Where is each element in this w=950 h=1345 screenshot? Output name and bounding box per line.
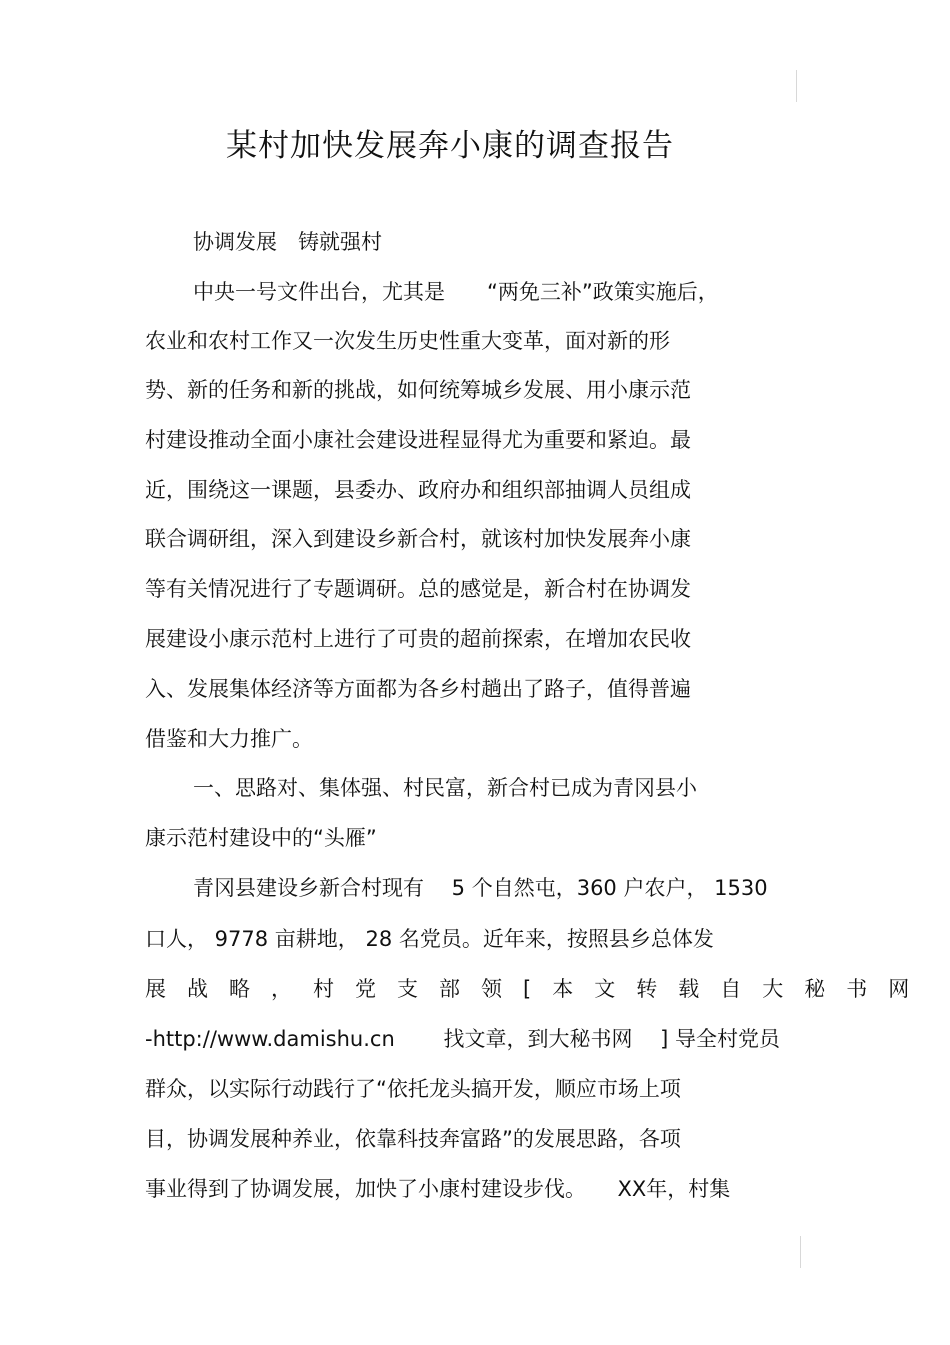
paragraph-line: 村建设推动全面小康社会建设进程显得尤为重要和紧迫。最	[145, 428, 691, 452]
paragraph-line: 入、发展集体经济等方面都为各乡村趟出了路子，值得普遍	[145, 677, 691, 701]
subtitle-line: 协调发展 铸就强村	[193, 230, 382, 254]
section-heading-line: 一、思路对、集体强、村民富，新合村已成为青冈县小	[193, 776, 697, 800]
paragraph-line: 借鉴和大力推广。	[145, 727, 313, 751]
paragraph-line: 势、新的任务和新的挑战，如何统筹城乡发展、用小康示范	[145, 378, 691, 402]
paragraph-line: 目，协调发展种养业，依靠科技奔富路”的发展思路，各项	[145, 1127, 681, 1151]
paragraph-line: 联合调研组，深入到建设乡新合村，就该村加快发展奔小康	[145, 527, 691, 551]
paragraph-line: 中央一号文件出台，尤其是 “两免三补”政策实施后，	[193, 280, 719, 304]
page-corner-mark-bottom-right	[800, 1236, 801, 1268]
paragraph-line: 农业和农村工作又一次发生历史性重大变革，面对新的形	[145, 329, 670, 353]
paragraph-line: 近，围绕这一课题，县委办、政府办和组织部抽调人员组成	[145, 478, 691, 502]
document-title: 某村加快发展奔小康的调查报告	[226, 128, 674, 164]
paragraph-line: 等有关情况进行了专题调研。总的感觉是，新合村在协调发	[145, 577, 691, 601]
page-corner-mark-top-right	[796, 70, 797, 102]
paragraph-line: 群众，以实际行动践行了“依托龙头搞开发，顺应市场上项	[145, 1077, 681, 1101]
paragraph-line: 展战略，村党支部领[本文转载自大秘书网	[145, 977, 931, 1001]
paragraph-line: -http://www.damishu.cn 找文章，到大秘书网 ] 导全村党员	[145, 1027, 780, 1051]
paragraph-line: 青冈县建设乡新合村现有 5 个自然屯，360 户农户， 1530	[193, 876, 768, 900]
paragraph-line: 事业得到了协调发展，加快了小康村建设步伐。 XX年，村集	[145, 1177, 731, 1201]
paragraph-line: 展建设小康示范村上进行了可贵的超前探索，在增加农民收	[145, 627, 691, 651]
section-heading-line: 康示范村建设中的“头雁”	[145, 826, 377, 850]
paragraph-line: 口人， 9778 亩耕地， 28 名党员。近年来，按照县乡总体发	[145, 927, 714, 951]
